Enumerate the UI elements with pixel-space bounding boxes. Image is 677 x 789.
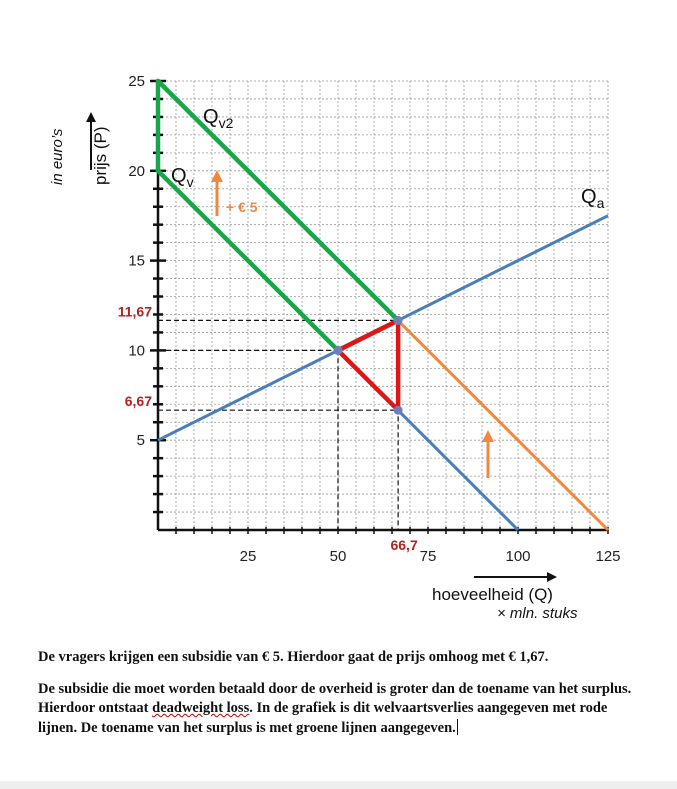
equilibrium-point [394, 406, 403, 415]
curve-label-qa: $Q_a$ [581, 186, 605, 211]
text-cursor [457, 719, 458, 735]
quantity-label: 66,7 [390, 537, 418, 553]
red-line [338, 350, 398, 410]
x-tick-labels [240, 548, 621, 565]
caption-paragraph-2: De subsidie die moet worden betaald door de overheid is groter dan de toename van het surplus. Hierdoor ontstaat deadweight loss. In de grafiek is dit welvaartsverlies aangegeven met rode lijnen. De toename van het surplus is met groene lijnen aangegeven. [38, 680, 632, 736]
footer-bar [0, 781, 677, 789]
shift-label: + € 5 [226, 199, 258, 215]
caption [38, 648, 648, 750]
y-tick-label: 20 [128, 162, 145, 180]
equilibrium-point [394, 316, 403, 325]
curve-label-qv2: $Q_{v2}$ [203, 106, 234, 131]
x-tick-label: 75 [419, 548, 437, 565]
equilibrium-point [334, 346, 343, 355]
axes [150, 79, 608, 534]
x-tick-label: 50 [329, 548, 347, 565]
red-line [338, 320, 398, 350]
x-axis-label: hoeveelheid (Q) [432, 585, 553, 604]
x-tick-label: 25 [239, 548, 257, 565]
y-tick-label: 5 [136, 432, 145, 450]
x-tick-label: 125 [595, 548, 621, 565]
price-label: 6,67 [124, 393, 152, 410]
deadweight-red-lines [338, 320, 398, 410]
spelling-underline: deadweight loss [152, 700, 250, 716]
x-axis-unit: × mln. stuks [497, 605, 578, 622]
curve-label-qv: $Q_v$ [171, 165, 194, 190]
y-tick-label: 25 [128, 73, 145, 90]
y-tick-label: 15 [128, 252, 145, 270]
y-axis-label: prijs (P) [91, 126, 110, 185]
y-tick-label: 10 [128, 342, 145, 360]
price-labels [118, 303, 418, 553]
price-label: 11,67 [117, 303, 152, 320]
y-axis-outer-label: in euro’s [49, 128, 66, 185]
caption-paragraph-1: De vragers krijgen een subsidie van € 5. Hierdoor gaat de prijs omhoog met € 1,67. [38, 649, 549, 665]
x-tick-label: 100 [505, 548, 531, 565]
